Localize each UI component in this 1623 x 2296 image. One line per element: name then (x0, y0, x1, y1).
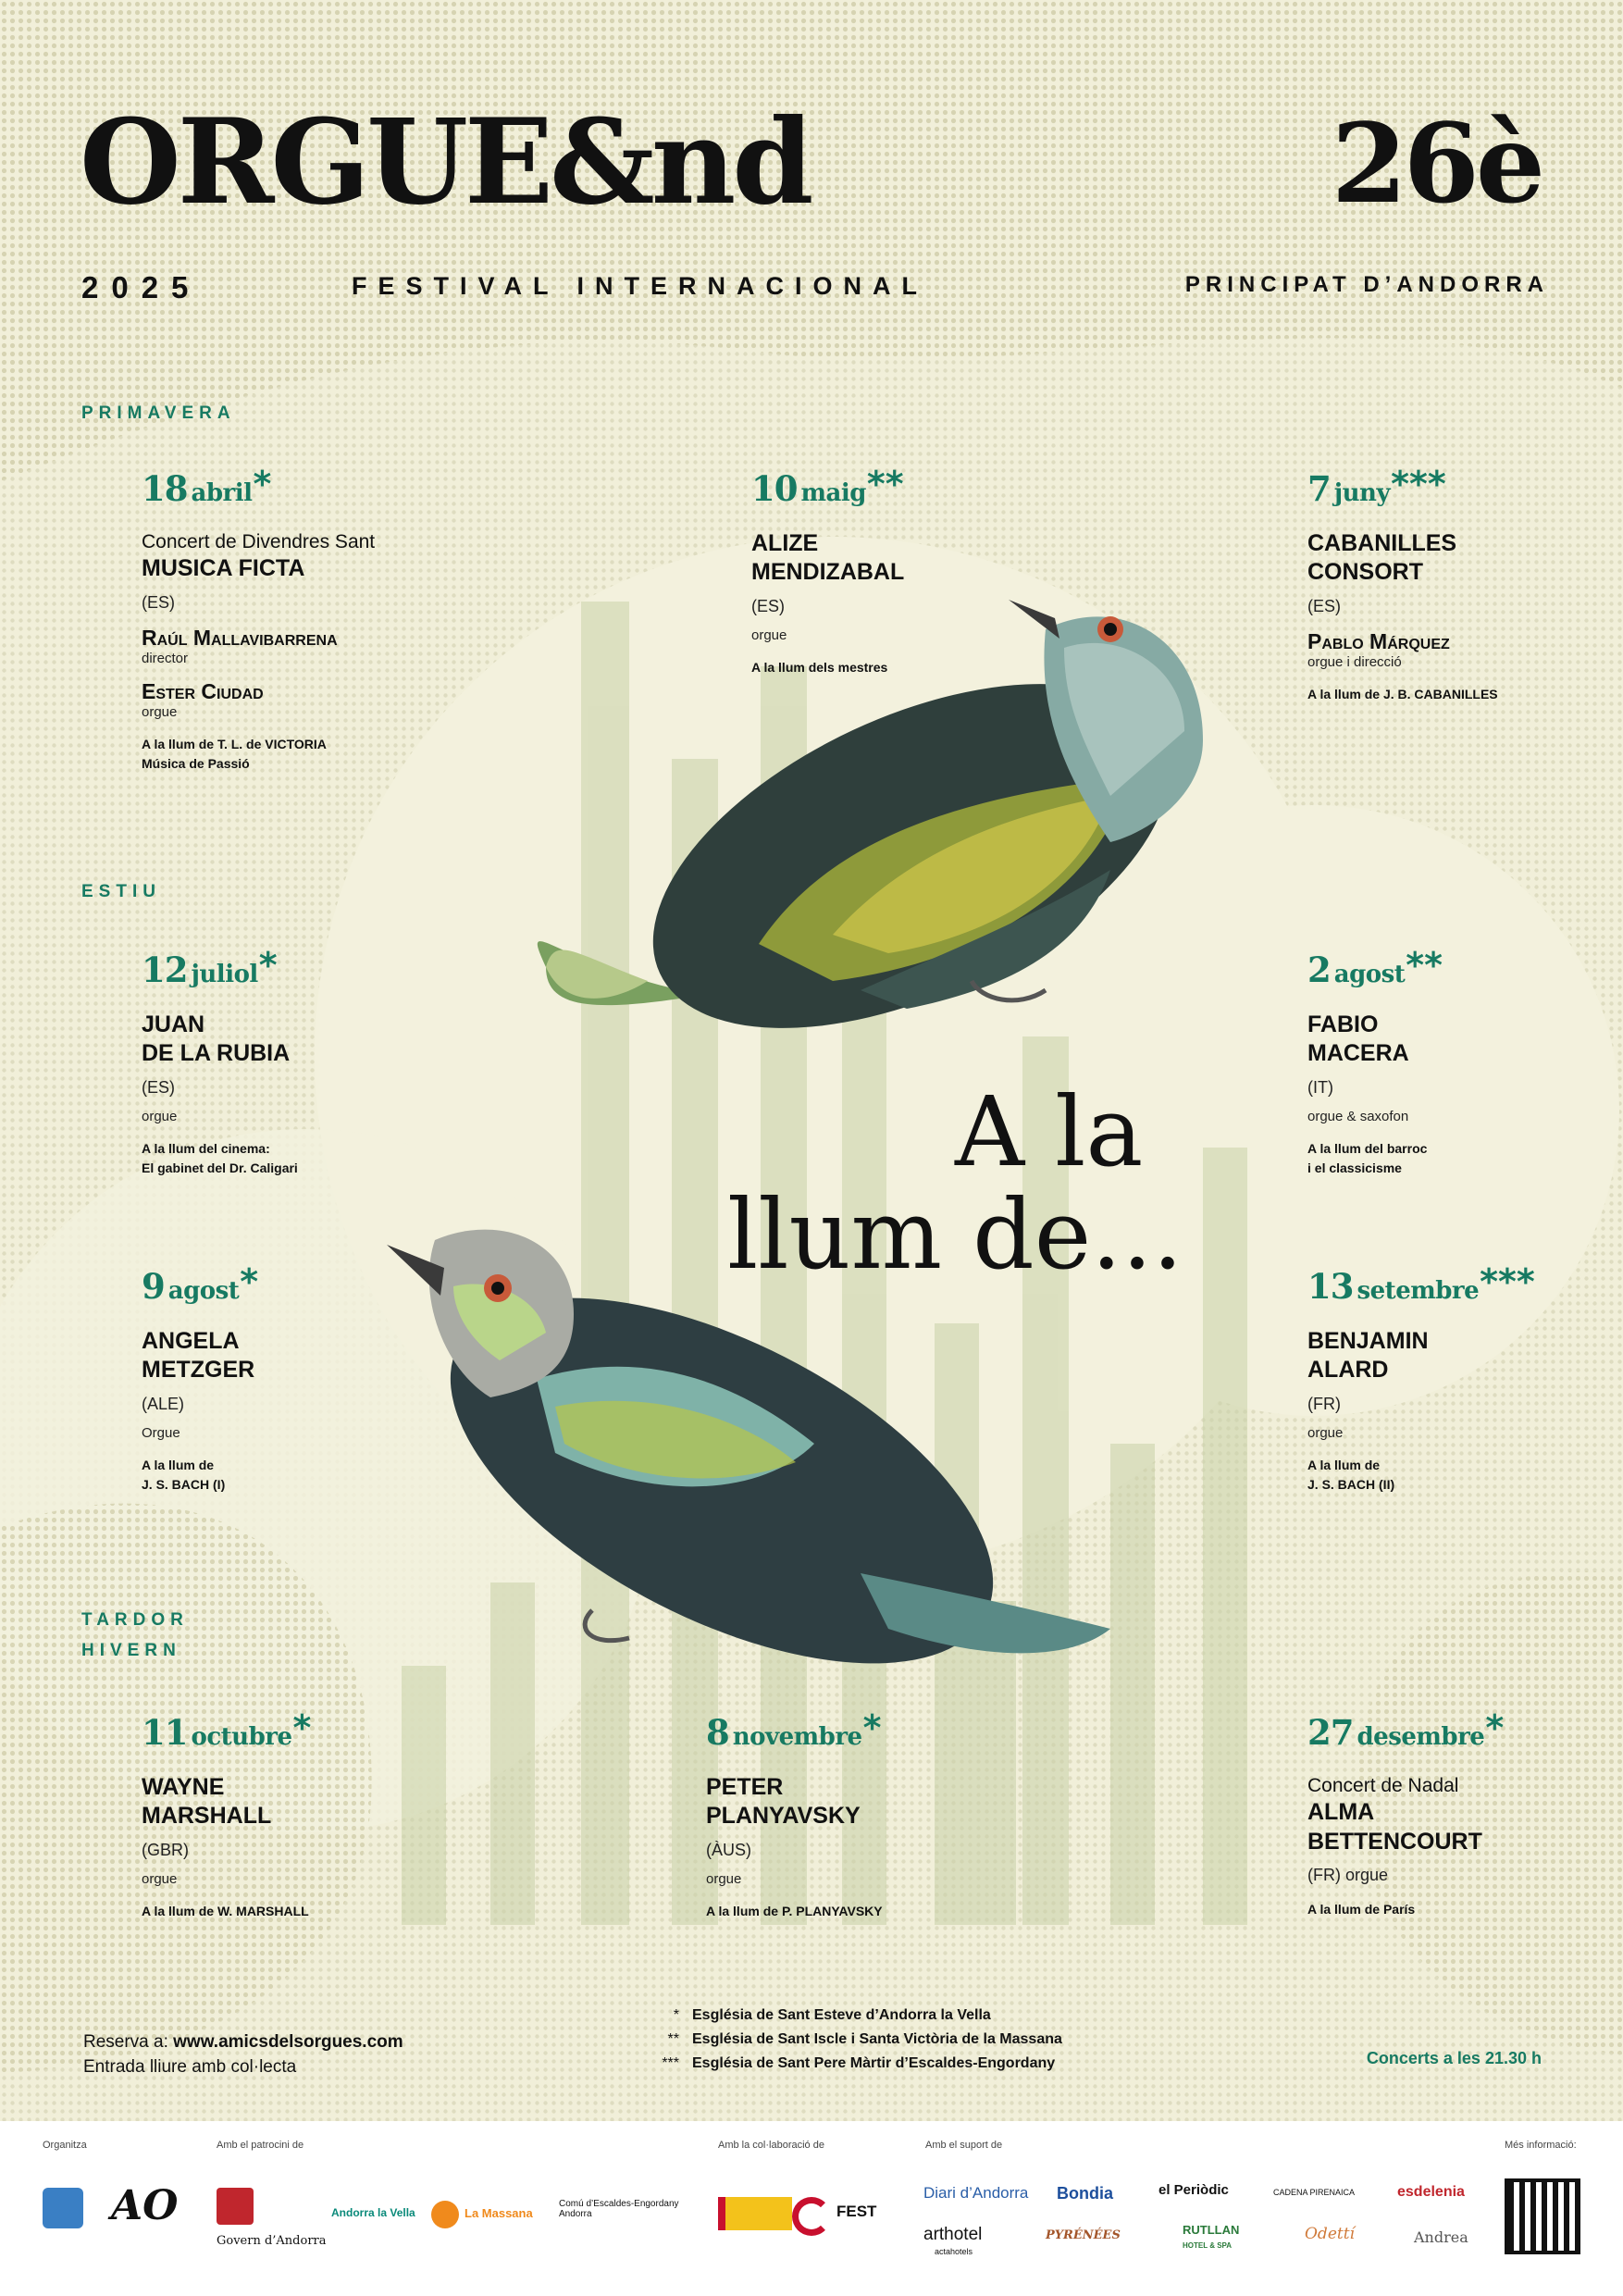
concert-person: Pablo Márquez (1307, 628, 1450, 653)
concert-role: orgue (142, 703, 178, 720)
headline (727, 1075, 1183, 1292)
concert-person: Ester Ciudad (142, 678, 264, 703)
qr-code-icon[interactable] (1508, 2182, 1577, 2251)
festival-subtitle: FESTIVAL INTERNACIONAL (352, 272, 929, 300)
concert-country: (IT) (1307, 1077, 1333, 1097)
concert-date: 18 abril* (142, 464, 272, 509)
concert-country: (ALE) (142, 1394, 185, 1413)
headline-line2: llum de... (727, 1178, 1183, 1292)
concert-role: orgue (706, 1870, 742, 1887)
concert-time: Concerts a les 21.30 h (1366, 2049, 1542, 2067)
concert-card (142, 945, 456, 1179)
concert-occasion: Concert de Divendres Sant (142, 531, 376, 552)
rutllan-sub-logo: HOTEL & SPA (1183, 2241, 1233, 2250)
concert-theme: A la llum dels mestres (751, 659, 888, 675)
sponsor-footer (0, 2121, 1623, 2296)
concert-card (1307, 945, 1622, 1179)
actahotels-logo: actahotels (935, 2247, 973, 2256)
more-info-label: Més informació: (1505, 2140, 1577, 2151)
concert-card (1307, 1261, 1622, 1496)
concert-theme: A la llum del barroc i el classicisme (1307, 1140, 1428, 1176)
concert-theme: A la llum de T. L. de VICTORIA Música de Passió (142, 736, 327, 772)
bondia-logo: Bondia (1057, 2184, 1113, 2203)
concert-role: orgue (1307, 1424, 1344, 1441)
sun-emblem-icon (43, 2188, 83, 2228)
concert-performer: JUAN DE LA RUBIA (142, 1011, 291, 1067)
concert-country: (ÀUS) (706, 1840, 751, 1859)
concert-card (1307, 1707, 1622, 1919)
esdelenia-logo: esdelenia (1397, 2184, 1465, 2200)
concert-card (142, 464, 456, 775)
concert-performer: ALIZE MENDIZABAL (751, 530, 905, 586)
venue-list (638, 2004, 1062, 2076)
venue-item: *** Església de Sant Pere Màrtir d’Escaldes-Engordany (662, 2055, 1056, 2071)
escaldes-logo: Comú d’Escaldes-Engordany Andorra (559, 2199, 679, 2219)
govern-logo: Govern d’Andorra (217, 2234, 327, 2248)
pyrenees-logo: PYRÉNÉES (1046, 2228, 1121, 2242)
concert-theme: A la llum de W. MARSHALL (142, 1903, 309, 1918)
diari-logo: Diari d’Andorra (923, 2184, 1029, 2202)
concert-theme: A la llum de J. S. BACH (II) (1307, 1457, 1395, 1493)
concert-role: director (142, 650, 189, 666)
concert-country: (ES) (751, 596, 785, 615)
concert-country: (ES) (1307, 596, 1341, 615)
concert-role: orgue i direcció (1307, 653, 1402, 670)
concert-performer: MUSICA FICTA (142, 555, 305, 582)
venue-item: ** Església de Sant Iscle i Santa Victòria de la Massana (667, 2031, 1062, 2047)
massana-icon (431, 2201, 459, 2228)
season-autumn: TARDOR (81, 1610, 189, 1630)
concert-role: orgue (142, 1870, 178, 1887)
season-winter: HIVERN (81, 1641, 181, 1660)
organizer-label: Organitza (43, 2140, 87, 2151)
headline-line1: A la (955, 1075, 1144, 1188)
concert-date: 12 juliol* (142, 945, 278, 990)
concert-theme: A la llum del cinema: El gabinet del Dr. Caligari (142, 1140, 298, 1176)
culture-c-icon (792, 2197, 831, 2236)
concert-date: 7 juny*** (1307, 464, 1446, 509)
andorra-vella-logo: Andorra la Vella (331, 2206, 415, 2219)
concert-theme: A la llum de J. B. CABANILLES (1307, 686, 1498, 701)
andrea-logo: Andrea (1414, 2228, 1468, 2246)
concert-country: (GBR) (142, 1840, 189, 1859)
concert-performer: FABIO MACERA (1307, 1011, 1409, 1067)
concert-role: Orgue (142, 1424, 180, 1441)
amics-logo: AO (111, 2182, 179, 2229)
concert-date: 2 agost** (1307, 945, 1443, 990)
concert-date: 8 novembre* (706, 1707, 882, 1753)
massana-logo: La Massana (465, 2206, 533, 2220)
pirenaica-logo: CADENA PIRENAICA (1273, 2188, 1356, 2197)
booking-url[interactable]: www.amicsdelsorgues.com (173, 2032, 403, 2052)
rutllan-logo: RUTLLAN (1183, 2223, 1240, 2237)
concert-performer: CABANILLES CONSORT (1307, 530, 1457, 586)
concert-theme: A la llum de París (1307, 1901, 1416, 1917)
concert-person: Raúl Mallavibarrena (142, 625, 338, 650)
concert-occasion: Concert de Nadal (1307, 1775, 1459, 1796)
booking-info (83, 2030, 403, 2079)
concert-theme: A la llum de P. PLANYAVSKY (706, 1903, 883, 1918)
collab-label: Amb la col·laboració de (718, 2140, 824, 2151)
spain-gov-logo (718, 2197, 792, 2230)
season-spring: PRIMAVERA (81, 403, 236, 423)
festival-place: PRINCIPAT D’ANDORRA (1184, 272, 1549, 297)
support-label: Amb el suport de (925, 2140, 1003, 2151)
arthotel-logo: arthotel (923, 2225, 983, 2244)
concert-card (1307, 464, 1622, 704)
concert-role: orgue (751, 627, 787, 643)
concert-country: (ES) (142, 1077, 175, 1097)
concert-role: orgue (142, 1108, 178, 1124)
concert-performer: WAYNE MARSHALL (142, 1774, 272, 1830)
fest-logo: FEST (836, 2203, 877, 2220)
venue-item: * Església de Sant Esteve d’Andorra la Vella (673, 2007, 991, 2023)
booking-label: Reserva a: (83, 2032, 168, 2052)
concert-date: 10 maig** (751, 464, 904, 509)
concert-date: 27 desembre* (1307, 1707, 1505, 1753)
concert-role: orgue & saxofon (1307, 1108, 1409, 1124)
concert-date: 9 agost* (142, 1261, 259, 1307)
concert-performer: ALMA BETTENCOURT (1307, 1799, 1482, 1855)
patron-label: Amb el patrocini de (217, 2140, 304, 2151)
concert-card (142, 1261, 456, 1496)
concert-card (751, 464, 1066, 677)
shield-icon (217, 2188, 254, 2225)
season-summer: ESTIU (81, 882, 161, 901)
concert-performer: PETER PLANYAVSKY (706, 1774, 861, 1830)
concert-country: (FR) (1307, 1394, 1341, 1413)
concert-date: 11 octubre* (142, 1707, 312, 1753)
odetti-logo: Odettí (1305, 2225, 1355, 2243)
edition-number: 26è (1331, 99, 1542, 228)
concert-performer: ANGELA METZGER (142, 1328, 255, 1384)
concert-performer: BENJAMIN ALARD (1307, 1328, 1429, 1384)
booking-note: Entrada lliure amb col·lecta (83, 2056, 297, 2077)
concert-country: (ES) (142, 592, 175, 612)
concert-date: 13 setembre*** (1307, 1261, 1535, 1307)
festival-logo: ORGUE&nd (80, 93, 811, 230)
periodic-logo: el Periòdic (1158, 2182, 1229, 2198)
festival-year: 2025 (81, 270, 202, 304)
concert-card (706, 1707, 1021, 1921)
concert-theme: A la llum de J. S. BACH (I) (142, 1457, 226, 1493)
concert-card (142, 1707, 456, 1921)
concert-country: (FR) orgue (1307, 1865, 1389, 1884)
